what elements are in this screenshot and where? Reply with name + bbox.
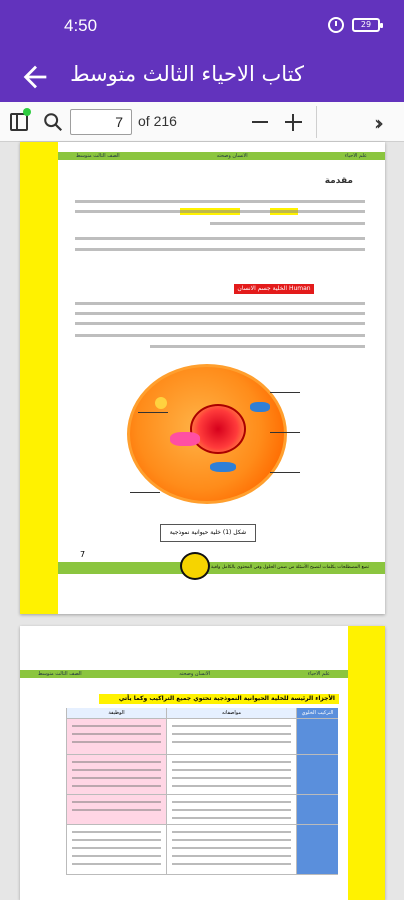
red-heading: الخلية جسم الانسان Human body cell	[234, 284, 314, 294]
table-cell	[296, 755, 338, 794]
header-subject: علم الاحياء	[344, 153, 367, 159]
table-cell	[166, 825, 296, 874]
page-footer: تضع المصطلحات بكلمات لتصبح الأسئلة من ضمن الحلول وفي المحتوى بالكامل وافية	[58, 562, 385, 574]
zoom-out-icon[interactable]	[252, 121, 268, 123]
header-unit: الانسان وصحته	[216, 153, 248, 159]
table-header-cell: مواصفاته	[166, 708, 296, 718]
table-cell	[66, 795, 166, 824]
notification-dot	[23, 108, 31, 116]
table-cell	[166, 795, 296, 824]
page-header	[20, 670, 348, 678]
header-subject: علم الاحياء	[307, 671, 330, 677]
figure-label-line	[130, 492, 160, 493]
table-cell	[166, 755, 296, 794]
more-chevrons-icon[interactable]: ››	[374, 111, 378, 135]
back-button[interactable]	[18, 60, 52, 94]
figure-label-line	[270, 472, 300, 473]
cell-nucleus	[190, 404, 246, 454]
text-line	[75, 248, 365, 251]
text-line	[150, 345, 365, 348]
text-line	[75, 237, 365, 240]
table-row	[66, 719, 338, 755]
vacuole	[155, 397, 167, 409]
page-number: 7	[80, 550, 86, 559]
search-icon[interactable]	[42, 111, 64, 133]
toolbar-divider	[316, 106, 317, 138]
table-header-cell: التركيب الخلوي	[296, 708, 338, 718]
table-cell	[296, 719, 338, 754]
arrow-left-icon	[18, 60, 52, 94]
table-cell	[66, 755, 166, 794]
status-icons	[328, 17, 380, 33]
app-title: كتاب الاحياء الثالث متوسط	[70, 62, 304, 86]
table-cell	[66, 719, 166, 754]
figure-label-line	[270, 432, 300, 433]
header-grade: الصف الثالث متوسط	[38, 671, 82, 677]
golgi-body	[170, 432, 200, 446]
text-line	[75, 302, 365, 305]
table-cell	[296, 795, 338, 824]
battery-icon: 29	[352, 18, 380, 32]
table-row	[66, 755, 338, 795]
table-cell	[66, 825, 166, 874]
table-row	[66, 825, 338, 875]
pdf-page-7[interactable]	[20, 142, 385, 614]
section-title: الأجزاء الرئيسة للخلية الحيوانية النموذجية تحتوي جميع التراكيب وكما يأتي	[99, 694, 339, 704]
cell-structure-table	[66, 708, 338, 875]
mitochondria	[210, 462, 236, 472]
text-line	[75, 322, 365, 325]
figure-label-line	[138, 412, 168, 413]
mitochondria	[250, 402, 270, 412]
table-row	[66, 795, 338, 825]
figure-caption: شكل (1) خلية حيوانية نموذجية	[160, 524, 256, 542]
page-header	[58, 152, 385, 160]
pdf-page-8[interactable]	[20, 626, 385, 900]
table-header-row	[66, 708, 338, 719]
app-bar	[0, 52, 404, 102]
text-line	[210, 222, 365, 225]
table-cell	[296, 825, 338, 874]
text-line	[75, 200, 365, 203]
alarm-icon	[328, 17, 344, 33]
status-bar	[0, 0, 404, 52]
section-title: مقدمة	[324, 176, 353, 186]
table-header-cell: الوظيفة	[66, 708, 166, 718]
page-number-input[interactable]	[70, 109, 132, 135]
page-margin-bar	[348, 626, 385, 900]
zoom-in-icon[interactable]	[285, 114, 302, 131]
text-line	[75, 334, 365, 337]
page-margin-bar	[20, 142, 58, 614]
header-grade: الصف الثالث متوسط	[76, 153, 120, 159]
text-line	[75, 312, 365, 315]
text-line	[75, 210, 365, 213]
status-time: 4:50	[64, 16, 98, 35]
table-cell	[166, 719, 296, 754]
figure-label-line	[270, 392, 300, 393]
page-total: of 216	[138, 113, 177, 129]
pdf-toolbar	[0, 102, 404, 142]
footer-logo-icon	[180, 552, 210, 580]
header-unit: الانسان وصحته	[179, 671, 211, 677]
